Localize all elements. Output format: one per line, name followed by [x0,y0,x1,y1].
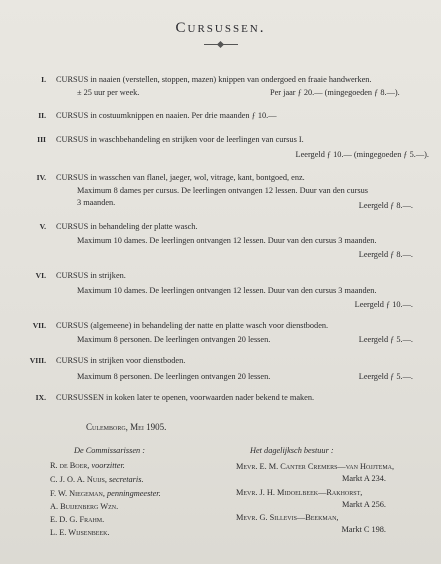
course-title: CURSUS in waschbehandeling en strijken voor de leerlingen van cursus I. [56,135,304,144]
course-detail: Maximum 8 personen. De leerlingen ontvangen 20 lessen. [77,372,271,381]
course-number: VIII. [29,356,46,365]
bestuur-member-name: Mevr. J. H. Midoelbeek—Rakhorst, [236,488,363,497]
course-title: CURSUS in costuumknippen en naaien. Per drie maanden ƒ 10.— [56,111,277,120]
place-date: Culemborg, Mei 1905. [86,422,167,432]
bestuur-member-address: Markt C 198. [341,525,386,534]
course-title: CURSUS in strijken. [56,271,126,280]
bestuur-member-address: Markt A 256. [341,500,386,509]
commissaris-entry: C. J. O. A. Nuijs, secretaris. [50,475,144,484]
course-fee: Leergeld ƒ 5.—. [358,335,413,344]
bestuur-member-address: Markt A 234. [341,474,386,483]
course-number: II. [38,111,46,120]
course-detail: ± 25 uur per week. [77,88,140,97]
course-number: VII. [32,321,46,330]
commissaris-entry: F. W. Niegeman, penningmeester. [50,489,161,498]
course-number: I. [41,75,46,84]
course-number: IV. [36,173,46,182]
course-detail: Maximum 10 dames. De leerlingen ontvangen 12 lessen. Duur van den cursus 3 maanden. [77,236,377,245]
course-fee: Leergeld ƒ 8.—. [358,250,413,259]
bestuur-heading: Het dagelijksch bestuur : [250,446,334,455]
course-title: CURSUSSEN in koken later te openen, voorwaarden nader bekend te maken. [56,393,315,402]
commissaris-entry: L. E. Wijsenbeek. [50,528,110,537]
course-title: CURSUS in behandeling der platte wasch. [56,222,198,231]
course-fee: Leergeld ƒ 10.—. [354,300,413,309]
course-number: III [37,135,46,144]
commissaris-entry: R. de Boer, voorzitter. [50,461,125,470]
course-detail: Maximum 8 dames per cursus. De leerlingen ontvangen 12 lessen. Duur van den cursus [77,186,369,195]
page-title: Cursussen. [175,20,266,36]
bestuur-member-name: Mevr. G. Sillevis—Beekman, [236,513,339,522]
course-fee: Leergeld ƒ 10.— (mingegoeden ƒ 5.—). [295,150,429,159]
commissarissen-heading: De Commissarissen : [74,446,145,455]
course-number: IX. [35,393,46,402]
course-fee: Leergeld ƒ 8.—. [358,201,413,210]
course-fee: Leergeld ƒ 5.—. [358,372,413,381]
course-title: CURSUS in naaien (verstellen, stoppen, mazen) knippen van ondergoed en fraaie handwerken. [56,75,372,84]
course-title: CURSUS (algemeene) in behandeling der natte en platte wasch voor dienstboden. [56,321,329,330]
course-number: V. [39,222,46,231]
course-fee: Per jaar ƒ 20.— (mingegoeden ƒ 8.—). [270,88,400,97]
course-detail: Maximum 8 personen. De leerlingen ontvangen 20 lessen. [77,335,271,344]
course-title: CURSUS in wasschen van flanel, jaeger, wol, vitrage, kant, bontgoed, enz. [56,173,305,182]
course-title: CURSUS in strijken voor dienstboden. [56,356,186,365]
bestuur-member-name: Mevr. E. M. Canter Cremers—van Hojjtema, [236,462,395,471]
course-detail: 3 maanden. [77,198,116,207]
course-number: VI. [35,271,46,280]
commissaris-entry: A. Buijenberg Wzn. [50,502,119,511]
commissaris-entry: E. D. G. Frahm. [50,515,105,524]
course-detail: Maximum 10 dames. De leerlingen ontvangen 12 lessen. Duur van den cursus 3 maanden. [77,286,377,295]
title-divider-ornament [217,41,224,48]
